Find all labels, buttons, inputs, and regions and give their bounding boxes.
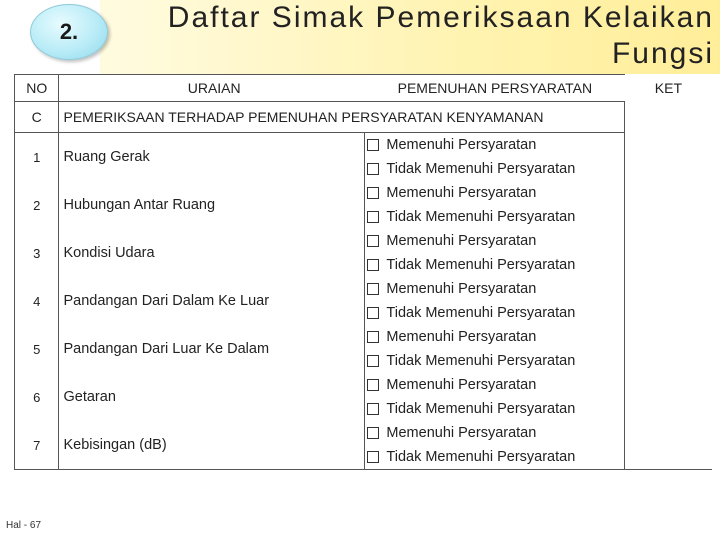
- checkbox-meets[interactable]: [367, 235, 379, 247]
- checkbox-meets[interactable]: [367, 187, 379, 199]
- checkbox-meets[interactable]: [367, 139, 379, 151]
- checkbox-not-meets[interactable]: [367, 403, 379, 415]
- option-not-meets-label: Tidak Memenuhi Persyaratan: [386, 209, 576, 225]
- row-ket: [625, 181, 712, 229]
- row-pemenuhan: [365, 277, 625, 325]
- option-not-meets[interactable]: [365, 349, 624, 373]
- row-uraian: Kondisi Udara: [59, 229, 365, 277]
- table-row: [15, 181, 713, 229]
- row-number: 1: [15, 133, 59, 182]
- checkbox-not-meets[interactable]: [367, 307, 379, 319]
- row-ket: [625, 421, 712, 470]
- option-not-meets[interactable]: [365, 397, 624, 421]
- section-number-badge: [30, 4, 108, 60]
- option-meets[interactable]: [365, 181, 624, 205]
- option-meets-label: Memenuhi Persyaratan: [386, 329, 537, 345]
- option-not-meets-label: Tidak Memenuhi Persyaratan: [386, 353, 576, 369]
- option-meets[interactable]: [365, 421, 624, 445]
- checkbox-not-meets[interactable]: [367, 211, 379, 223]
- row-pemenuhan: [365, 325, 625, 373]
- row-uraian: Hubungan Antar Ruang: [59, 181, 365, 229]
- row-pemenuhan: [365, 133, 625, 182]
- row-uraian: Getaran: [59, 373, 365, 421]
- row-ket: [625, 229, 712, 277]
- page-number: Hal - 67: [6, 520, 42, 531]
- option-meets-label: Memenuhi Persyaratan: [386, 425, 537, 441]
- option-not-meets-label: Tidak Memenuhi Persyaratan: [386, 257, 576, 273]
- row-ket: [625, 277, 712, 325]
- row-number: 7: [15, 421, 59, 470]
- option-meets-label: Memenuhi Persyaratan: [386, 377, 537, 393]
- option-not-meets[interactable]: [365, 157, 624, 181]
- page-title-line-1: Daftar Simak Pemeriksaan Kelaikan: [167, 1, 714, 34]
- checkbox-not-meets[interactable]: [367, 451, 379, 463]
- row-pemenuhan: [365, 421, 625, 470]
- table-row: [15, 421, 713, 470]
- table-row: [15, 325, 713, 373]
- section-row: [15, 102, 713, 133]
- option-meets[interactable]: [365, 133, 624, 157]
- checklist-table: [14, 74, 712, 470]
- checkbox-not-meets[interactable]: [367, 355, 379, 367]
- table-row: [15, 229, 713, 277]
- option-meets-label: Memenuhi Persyaratan: [386, 185, 537, 201]
- row-uraian: Pandangan Dari Dalam Ke Luar: [59, 277, 365, 325]
- checkbox-meets[interactable]: [367, 427, 379, 439]
- option-meets[interactable]: [365, 229, 624, 253]
- column-header-no: NO: [15, 75, 59, 102]
- option-not-meets-label: Tidak Memenuhi Persyaratan: [386, 449, 576, 465]
- option-not-meets[interactable]: [365, 445, 624, 469]
- row-pemenuhan: [365, 181, 625, 229]
- row-ket: [625, 325, 712, 373]
- section-title: PEMERIKSAAN TERHADAP PEMENUHAN PERSYARATAN KENYAMANAN: [59, 102, 625, 133]
- option-meets-label: Memenuhi Persyaratan: [386, 137, 537, 153]
- checkbox-not-meets[interactable]: [367, 259, 379, 271]
- option-not-meets-label: Tidak Memenuhi Persyaratan: [386, 401, 576, 417]
- row-uraian: Pandangan Dari Luar Ke Dalam: [59, 325, 365, 373]
- option-meets[interactable]: [365, 325, 624, 349]
- checkbox-meets[interactable]: [367, 379, 379, 391]
- option-not-meets[interactable]: [365, 301, 624, 325]
- checkbox-not-meets[interactable]: [367, 163, 379, 175]
- section-code: C: [15, 102, 59, 133]
- option-meets[interactable]: [365, 373, 624, 397]
- row-ket: [625, 133, 712, 182]
- table-header-row: [15, 75, 713, 102]
- page-title: [114, 0, 714, 72]
- row-uraian: Ruang Gerak: [59, 133, 365, 182]
- row-pemenuhan: [365, 229, 625, 277]
- column-header-uraian: URAIAN: [59, 75, 365, 102]
- option-not-meets[interactable]: [365, 205, 624, 229]
- row-pemenuhan: [365, 373, 625, 421]
- section-number: 2.: [59, 19, 79, 44]
- row-ket: [625, 373, 712, 421]
- option-meets[interactable]: [365, 277, 624, 301]
- table-row: [15, 133, 713, 182]
- option-meets-label: Memenuhi Persyaratan: [386, 233, 537, 249]
- option-not-meets-label: Tidak Memenuhi Persyaratan: [386, 161, 576, 177]
- column-header-ket: KET: [654, 80, 683, 96]
- page-title-line-2: Fungsi: [611, 37, 714, 70]
- checkbox-meets[interactable]: [367, 283, 379, 295]
- option-not-meets-label: Tidak Memenuhi Persyaratan: [386, 305, 576, 321]
- row-number: 3: [15, 229, 59, 277]
- row-number: 2: [15, 181, 59, 229]
- option-not-meets[interactable]: [365, 253, 624, 277]
- column-header-pemenuhan: PEMENUHAN PERSYARATAN: [365, 75, 625, 102]
- table-row: [15, 373, 713, 421]
- row-number: 6: [15, 373, 59, 421]
- checkbox-meets[interactable]: [367, 331, 379, 343]
- row-number: 4: [15, 277, 59, 325]
- row-uraian: Kebisingan (dB): [59, 421, 365, 470]
- row-number: 5: [15, 325, 59, 373]
- table-row: [15, 277, 713, 325]
- option-meets-label: Memenuhi Persyaratan: [386, 281, 537, 297]
